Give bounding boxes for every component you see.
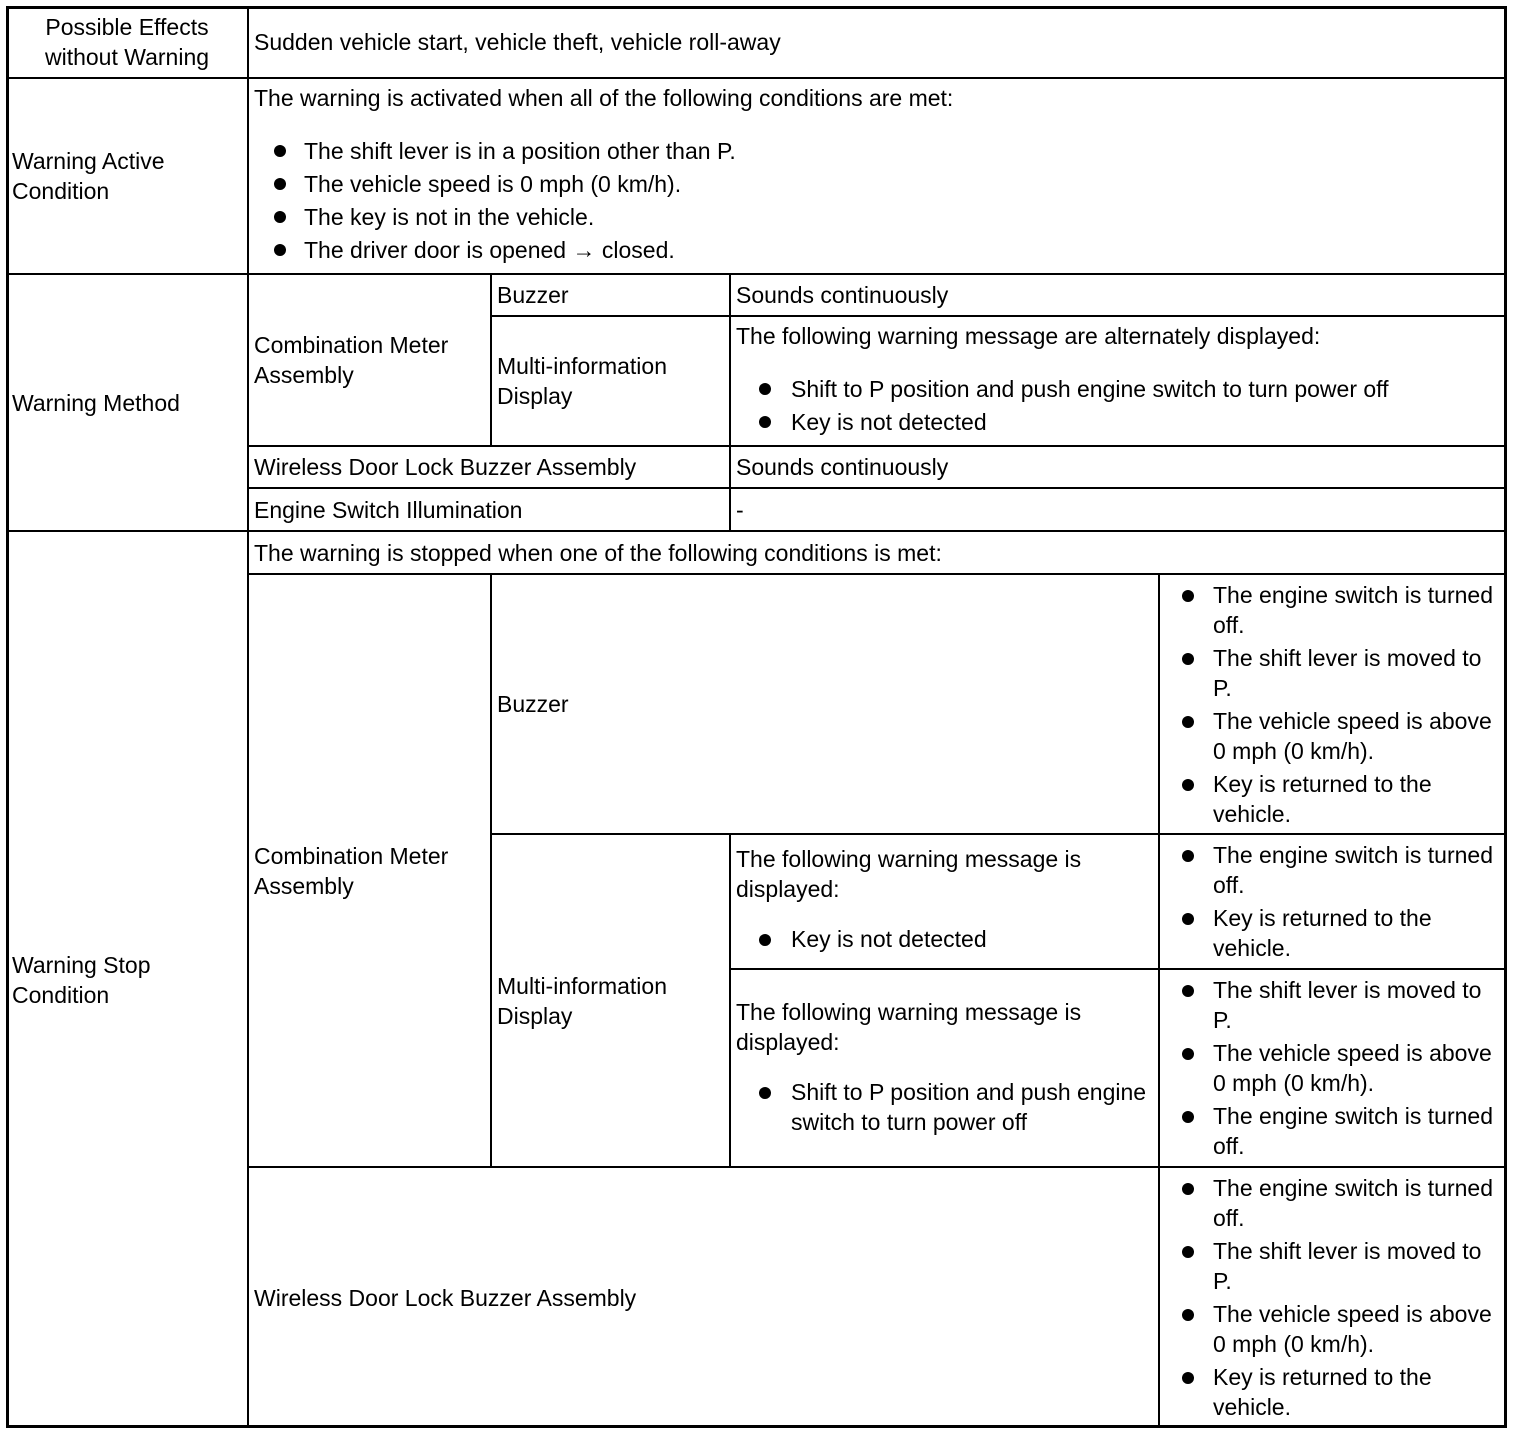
stop-mid-msg1-cell <box>730 834 1159 969</box>
method-label: Warning Method <box>12 389 180 416</box>
effects-label: Possible Effects without Warning <box>44 14 210 70</box>
list-item: The shift lever is in a position other than P. <box>254 135 1501 168</box>
stop-mid-cell <box>491 834 730 1167</box>
method-wireless-label: Wireless Door Lock Buzzer Assembly <box>254 454 637 480</box>
cell-divider <box>1158 574 1160 1428</box>
cell-divider <box>729 834 731 1167</box>
method-wireless-action-cell <box>730 446 1507 488</box>
stop-intro-cell <box>248 531 1507 574</box>
stop-meter-label: Combination Meter Assembly <box>254 842 449 899</box>
stop-mid-msg2-cell <box>730 969 1159 1167</box>
list-item: The engine switch is turned off. <box>1159 1101 1505 1161</box>
list-item: Key is not detected <box>736 406 1501 439</box>
list-item: Shift to P position and push engine switch to turn power off <box>736 1077 1153 1137</box>
list-item: The vehicle speed is above 0 mph (0 km/h). <box>1159 706 1505 766</box>
list-item: Key is not detected <box>736 924 1153 954</box>
method-meter-label: Combination Meter Assembly <box>254 332 449 388</box>
row-divider <box>6 273 1507 275</box>
method-illum-label: Engine Switch Illumination <box>254 496 523 523</box>
stop-meter-cell <box>248 574 491 1167</box>
list-item: The shift lever is moved to P. <box>1159 1236 1505 1296</box>
stop-wireless-condition-list <box>1159 1173 1505 1422</box>
stop-wireless-label: Wireless Door Lock Buzzer Assembly <box>254 1284 637 1311</box>
method-mid-intro: The following warning message are alternately displayed: <box>736 323 1321 349</box>
method-buzzer-cell <box>491 274 730 316</box>
effects-value: Sudden vehicle start, vehicle theft, vehicle roll-away <box>254 29 781 55</box>
stop-mid-msg2-intro: The following warning message is displayed: <box>736 999 1082 1055</box>
stop-buzzer-conditions-cell <box>1159 574 1507 834</box>
list-item: The key is not in the vehicle. <box>254 201 1501 234</box>
stop-wireless-cell <box>248 1167 1159 1428</box>
stop-mid-label: Multi-information Display <box>497 972 667 1029</box>
row-divider <box>6 77 1507 79</box>
stop-mid-msg1-conditions-cell <box>1159 834 1507 969</box>
method-mid-message-list <box>736 373 1501 439</box>
list-item: The shift lever is moved to P. <box>1159 643 1505 703</box>
cell-divider <box>248 487 1507 489</box>
stop-label-cell <box>6 531 248 1428</box>
cell-divider <box>248 445 1507 447</box>
cell-divider <box>248 1166 1507 1168</box>
stop-mid-msg2-conditions-cell <box>1159 969 1507 1167</box>
list-item: Shift to P position and push engine switch to turn power off <box>736 373 1501 406</box>
list-item: The shift lever is moved to P. <box>1159 975 1505 1035</box>
stop-mid-msg1-list <box>736 924 1153 954</box>
list-item: The engine switch is turned off. <box>1159 580 1505 640</box>
method-illum-cell <box>248 488 730 531</box>
stop-buzzer-cell <box>491 574 1159 834</box>
method-illum-action: - <box>736 496 744 523</box>
cell-divider <box>490 274 492 446</box>
stop-mid-msg2-condition-list <box>1159 975 1505 1161</box>
stop-intro: The warning is stopped when one of the following conditions is met: <box>254 539 942 566</box>
method-buzzer-label: Buzzer <box>497 282 569 308</box>
cell-divider <box>491 833 1507 835</box>
active-condition-list <box>254 135 1501 267</box>
border-left <box>6 6 9 1428</box>
stop-buzzer-condition-list <box>1159 580 1505 829</box>
column-divider <box>247 6 249 1428</box>
stop-mid-msg1-intro: The following warning message is displayed: <box>736 846 1082 902</box>
method-buzzer-action-cell <box>730 274 1507 316</box>
list-item: Key is returned to the vehicle. <box>1159 1362 1505 1422</box>
effects-label-cell <box>6 6 248 78</box>
stop-buzzer-label: Buzzer <box>497 691 569 717</box>
list-item: The engine switch is turned off. <box>1159 840 1505 900</box>
list-item: The driver door is opened → closed. <box>254 234 1501 267</box>
border-right <box>1504 6 1507 1428</box>
warning-spec-table <box>6 6 1507 1428</box>
cell-divider <box>490 574 492 1167</box>
method-buzzer-action: Sounds continuously <box>736 282 949 308</box>
border-top <box>6 6 1507 9</box>
active-label-cell <box>6 78 248 274</box>
active-intro: The warning is activated when all of the following conditions are met: <box>254 85 954 111</box>
stop-wireless-conditions-cell <box>1159 1167 1507 1428</box>
method-illum-action-cell <box>730 488 1507 531</box>
method-meter-cell <box>248 274 491 446</box>
cell-divider <box>729 274 731 531</box>
list-item: The vehicle speed is above 0 mph (0 km/h). <box>1159 1299 1505 1359</box>
method-mid-label: Multi-information Display <box>497 353 667 409</box>
list-item: The vehicle speed is above 0 mph (0 km/h). <box>1159 1038 1505 1098</box>
cell-divider <box>248 573 1507 575</box>
method-mid-cell <box>491 316 730 446</box>
method-mid-message-cell <box>730 316 1507 446</box>
row-divider <box>6 530 1507 532</box>
method-wireless-action: Sounds continuously <box>736 454 949 480</box>
list-item: The vehicle speed is 0 mph (0 km/h). <box>254 168 1501 201</box>
method-wireless-cell <box>248 446 730 488</box>
list-item: The engine switch is turned off. <box>1159 1173 1505 1233</box>
stop-label: Warning Stop Condition <box>12 951 151 1008</box>
stop-mid-msg1-condition-list <box>1159 840 1505 963</box>
list-item: Key is returned to the vehicle. <box>1159 769 1505 829</box>
list-item: Key is returned to the vehicle. <box>1159 903 1505 963</box>
cell-divider <box>491 315 1507 317</box>
effects-value-cell <box>248 6 1507 78</box>
active-value-cell <box>248 78 1507 274</box>
border-bottom <box>6 1425 1507 1428</box>
active-label: Warning Active Condition <box>12 148 165 204</box>
method-label-cell <box>6 274 248 531</box>
stop-mid-msg2-list <box>736 1077 1153 1137</box>
cell-divider <box>730 968 1507 970</box>
